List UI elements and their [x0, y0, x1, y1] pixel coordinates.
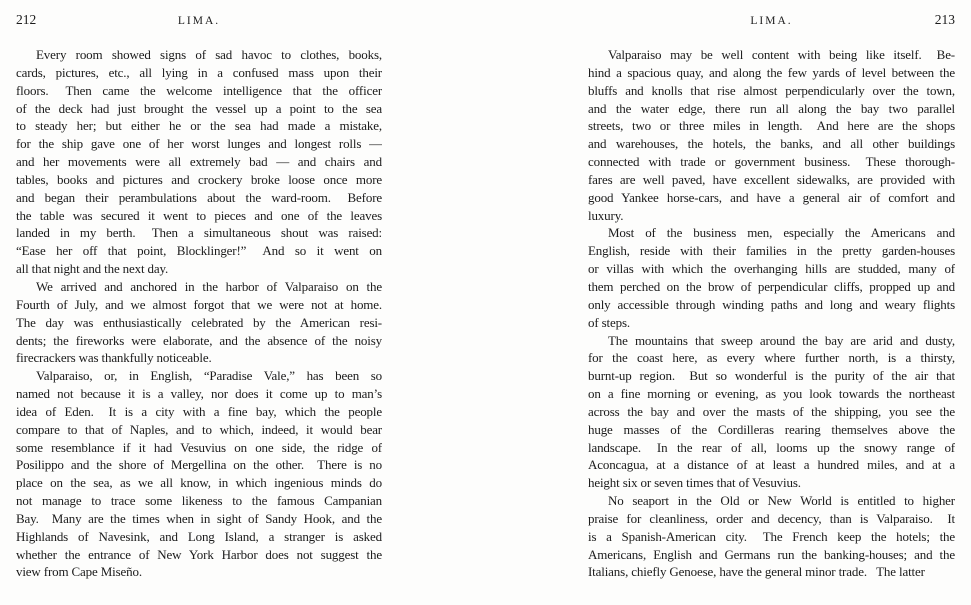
text-line: English, reside with their families in the pretty garden-houses [588, 243, 955, 259]
text-line: burnt-up region. But so wonderful is the purity of the air that [588, 368, 955, 384]
text-line: Italians, chiefly Genoese, have the general minor trade. The latter [588, 564, 925, 580]
text-line: and began their perambulations about the ward-room. Before [16, 189, 382, 205]
text-line: firecrackers was thankfully noticeable. [16, 350, 212, 366]
text-line: the table was secured it went to pieces and one of the leaves [16, 207, 382, 223]
paragraph [16, 367, 382, 581]
text-line: good Yankee horse-cars, and have a general air of comfort and [588, 189, 955, 205]
text-line: of steps. [588, 314, 630, 330]
text-line: them perched on the brow of perpendicular cliffs, propped up and [588, 278, 955, 294]
text-line: “Ease her off that point, Blocklinger!” And so it went on [16, 243, 382, 259]
text-line: is a Spanish-American city. The French keep the hotels; the [588, 528, 955, 544]
text-line: We arrived and anchored in the harbor of Valparaiso on the [36, 278, 382, 294]
text-line: The mountains that sweep around the bay are arid and dusty, [608, 332, 955, 348]
text-line: Posilippo and the shore of Mergellina on the other. There is no [16, 457, 382, 473]
text-line: landed in my berth. Then a simultaneous shout was raised: [16, 225, 382, 241]
text-line: No seaport in the Old or New World is entitled to higher [608, 493, 955, 509]
text-line: whether the entrance of New York Harbor does not suggest the [16, 546, 382, 562]
text-line: some resemblance if it had Vesuvius on one side, the ridge of [16, 439, 382, 455]
text-line: of the deck had just brought the vessel up a point to the sea [16, 100, 382, 116]
text-line: and warehouses, the hotels, the banks, and all other buildings [588, 136, 955, 152]
text-line: huge masses of the Cordilleras rearing themselves above the [588, 421, 955, 437]
text-line: for the ship gave one of her worst lunges and longest rolls — [16, 136, 382, 152]
text-line: fares are well paved, have excellent sidewalks, are provided with [588, 171, 955, 187]
text-line: idea of Eden. It is a city with a fine bay, which the people [16, 403, 382, 419]
right-page-body [588, 46, 955, 581]
right-page-header [588, 12, 955, 30]
text-line: or villas with which the overhanging hills are studded, many of [588, 261, 955, 277]
paragraph [588, 492, 955, 581]
text-line: across the bay and over the masts of the shipping, you see the [588, 403, 955, 419]
paragraph [16, 46, 382, 278]
left-page-body [16, 46, 382, 581]
text-line: connected with trade or government business. These thorough- [588, 154, 955, 170]
text-line: The day was enthusiastically celebrated by the American resi- [16, 314, 382, 330]
right-running-head: LIMA. [750, 15, 793, 27]
text-line: place on the sea, as we all know, in which ingenious minds do [16, 475, 382, 491]
text-line: compare to that of Naples, and to which, indeed, it would bear [16, 421, 382, 437]
text-line: all that night and the next day. [16, 261, 169, 277]
text-line: on a fine morning or evening, as you look towards the northeast [588, 386, 955, 402]
paragraph [588, 332, 955, 493]
text-line: Americans, English and Germans run the banking-houses; and the [588, 546, 955, 562]
text-line: hind a spacious quay, and along the few yards of level between the [588, 64, 955, 80]
paragraph [16, 278, 382, 367]
text-line: floors. Then came the welcome intelligence that the officer [16, 82, 382, 98]
text-line: height six or seven times that of Vesuvius. [588, 475, 801, 491]
left-running-head: LIMA. [177, 15, 221, 27]
left-page-header [16, 12, 382, 30]
text-line: Fourth of July, and we almost forgot that we were not at home. [16, 296, 382, 312]
text-line: and the water edge, there run all along the bay two parallel [588, 100, 955, 116]
text-line: cards, pictures, etc., all lying in a confused mass upon their [16, 64, 382, 80]
paragraph [588, 224, 955, 331]
text-line: tables, books and pictures and crockery broke loose once more [16, 171, 382, 187]
text-line: to steady her; but either he or the sea had made a mistake, [16, 118, 382, 134]
text-line: praise for cleanliness, order and decency, than is Valparaiso. It [588, 510, 955, 526]
text-line: landscape. In the rear of all, looms up the snowy range of [588, 439, 955, 455]
text-line: Bay. Many are the times when in sight of Sandy Hook, and the [16, 510, 382, 526]
text-line: streets, two or three miles in length. And here are the shops [588, 118, 955, 134]
text-line: bluffs and knolls that rise almost perpendicularly over the town, [588, 82, 955, 98]
text-line: Most of the business men, especially the Americans and [608, 225, 955, 241]
text-line: Valparaiso may be well content with being like itself. Be- [608, 47, 955, 62]
text-line: Every room showed signs of sad havoc to clothes, books, [36, 47, 382, 62]
right-page-number: 213 [934, 12, 955, 27]
text-line: Highlands of Navesink, and Long Island, a stranger is asked [16, 528, 382, 544]
left-page-number: 212 [16, 12, 37, 27]
text-line: Aconcagua, at a distance of at least a hundred miles, and at a [588, 457, 955, 473]
page-left [16, 12, 382, 581]
text-line: view from Cape Miseño. [16, 564, 142, 580]
text-line: dents; the fireworks were elaborate, and the absence of the noisy [16, 332, 382, 348]
page-right [588, 12, 955, 581]
paragraph [588, 46, 955, 224]
text-line: named not because it is a valley, nor does it come up to man’s [16, 386, 382, 402]
text-line: luxury. [588, 207, 624, 223]
text-line: Valparaiso, or, in English, “Paradise Vale,” has been so [36, 368, 382, 384]
text-line: not manage to trace some likeness to the famous Campanian [16, 493, 382, 509]
text-line: and her movements were all extremely bad — and chairs and [16, 154, 382, 170]
text-line: for the coast here, as every where further north, is a thirsty, [588, 350, 955, 366]
text-line: only accessible through winding paths and long and weary flights [588, 296, 955, 312]
